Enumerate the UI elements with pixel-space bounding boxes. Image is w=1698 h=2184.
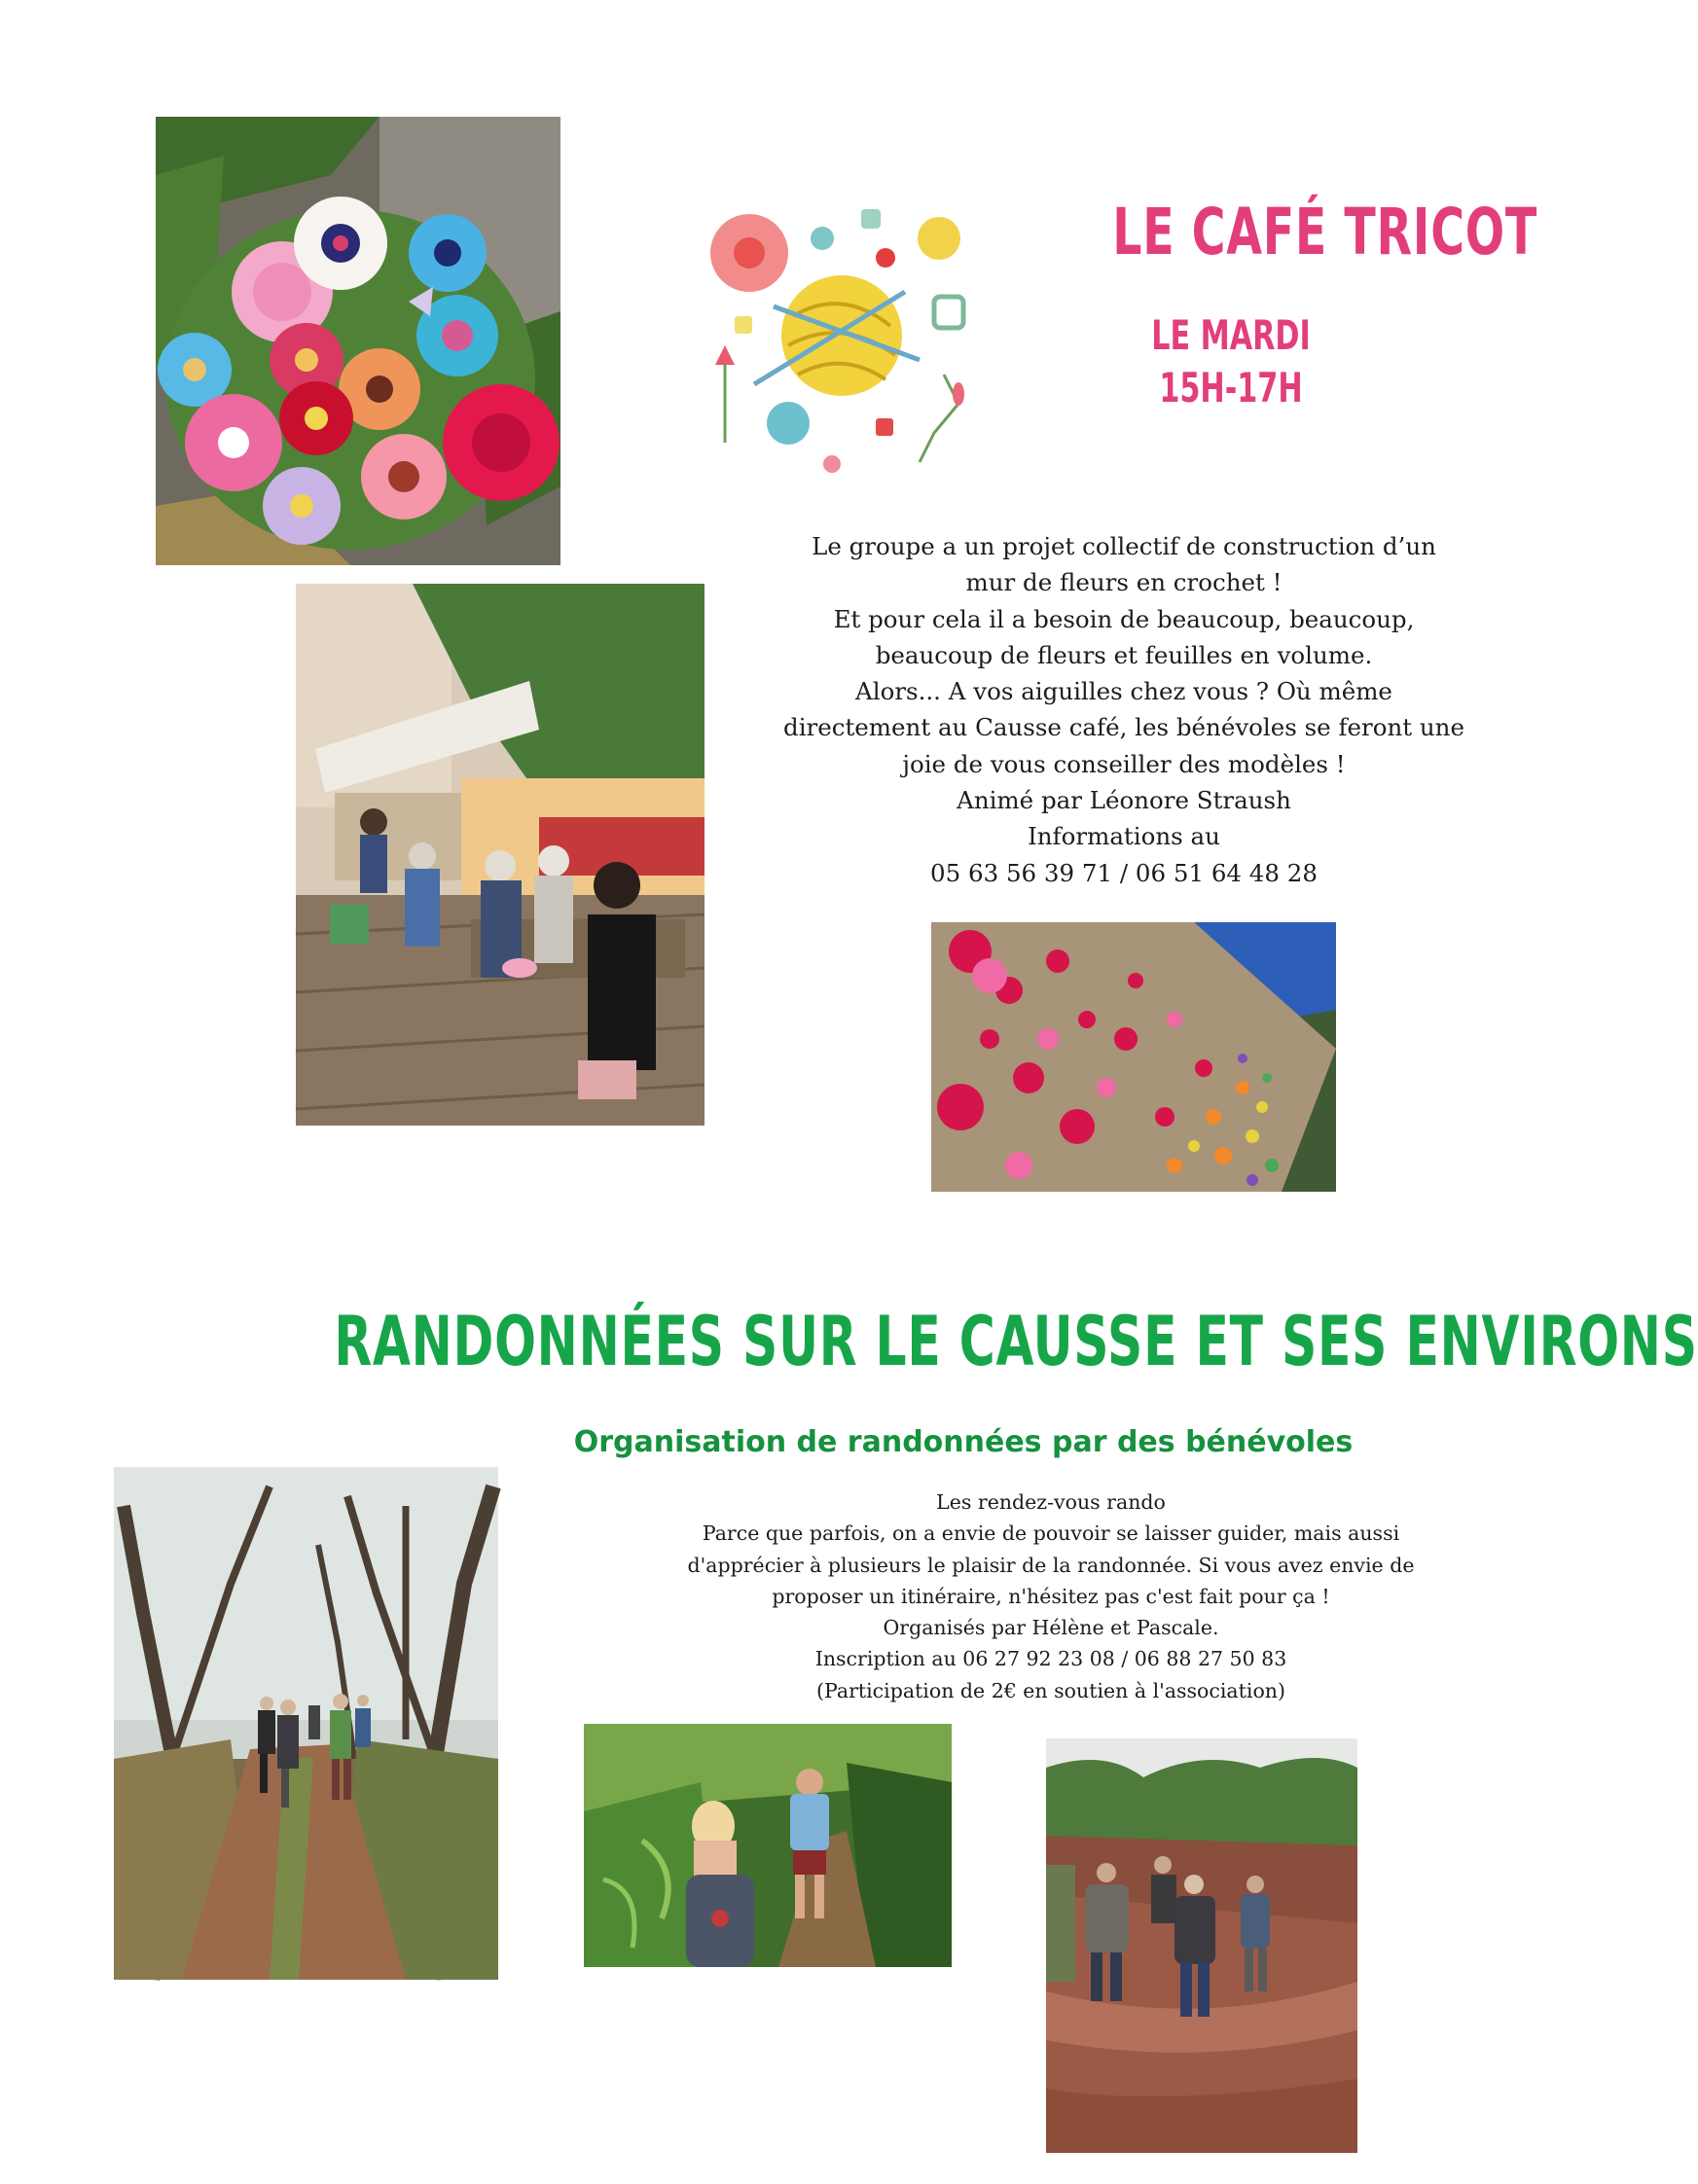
tricot-info-label: Informations au bbox=[1028, 822, 1220, 851]
forest-path-photo bbox=[114, 1467, 498, 1980]
tricot-line-3: Et pour cela il a besoin de beaucoup, beaucoup, bbox=[833, 604, 1415, 633]
rando-subtitle: Organisation de randonnées par des bénévoles bbox=[573, 1425, 1354, 1459]
tricot-line-1: Le groupe a un projet collectif de construction d’un bbox=[812, 532, 1436, 560]
tricot-organizer: Animé par Léonore Straush bbox=[957, 786, 1291, 815]
tricot-schedule bbox=[1150, 309, 1312, 414]
tricot-line-2: mur de fleurs en crochet ! bbox=[965, 568, 1283, 597]
hikers-jungle-photo bbox=[584, 1724, 952, 1967]
tricot-line-4: beaucoup de fleurs et feuilles en volume. bbox=[875, 640, 1373, 669]
rando-line-2: Parce que parfois, on a envie de pouvoir se laisser guider, mais aussi bbox=[702, 1522, 1400, 1546]
rando-description bbox=[671, 1486, 1430, 1706]
knitting-group-photo bbox=[296, 584, 704, 1126]
rando-registration-phones: Inscription au 06 27 92 23 08 / 06 88 27 50 83 bbox=[814, 1647, 1287, 1671]
tricot-title: LE CAFÉ TRICOT bbox=[1112, 195, 1538, 269]
rando-intro: Les rendez-vous rando bbox=[936, 1490, 1166, 1514]
tricot-day: LE MARDI bbox=[1151, 311, 1311, 359]
rando-line-4: proposer un itinéraire, n'hésitez pas c'est fait pour ça ! bbox=[772, 1584, 1330, 1608]
tricot-hours: 15H-17H bbox=[1159, 364, 1303, 412]
tricot-phone-numbers: 05 63 56 39 71 / 06 51 64 48 28 bbox=[930, 858, 1318, 887]
tricot-line-7: joie de vous conseiller des modèles ! bbox=[902, 749, 1346, 778]
tricot-description bbox=[783, 528, 1464, 891]
rando-participation: (Participation de 2€ en soutien à l'association) bbox=[816, 1678, 1285, 1702]
rando-organizers: Organisés par Hélène et Pascale. bbox=[883, 1616, 1219, 1640]
flower-wall-photo bbox=[931, 922, 1336, 1192]
rando-line-3: d'apprécier à plusieurs le plaisir de la randonnée. Si vous avez envie de bbox=[687, 1553, 1415, 1577]
crochet-flowers-photo bbox=[156, 117, 560, 565]
rando-title: RANDONNÉES SUR LE CAUSSE ET SES ENVIRONS bbox=[334, 1302, 1698, 1381]
knitting-illustration bbox=[696, 199, 993, 477]
tricot-line-5: Alors... A vos aiguilles chez vous ? Où même bbox=[855, 677, 1392, 706]
tricot-line-6: directement au Causse café, les bénévoles se feront une bbox=[783, 713, 1464, 742]
red-soil-hikers-photo bbox=[1046, 1738, 1357, 2153]
